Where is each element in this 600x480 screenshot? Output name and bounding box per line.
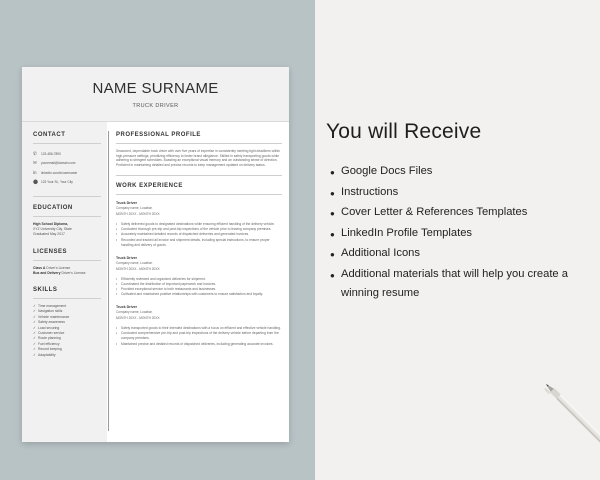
skill-text: Adaptability (38, 352, 56, 357)
job-bullet (116, 331, 282, 341)
job-dates: MONTH 20XX - MONTH 20XX (116, 316, 160, 321)
divider (33, 196, 101, 197)
contact-item (33, 178, 107, 188)
job-entry (116, 305, 282, 346)
receive-item-text: Instructions (341, 185, 399, 198)
contact-text: youremail@domain.com (41, 161, 76, 166)
receive-item (330, 265, 586, 304)
education-line: Graduated May 2017 (33, 232, 65, 237)
receive-item (330, 224, 586, 245)
check-icon: ✓ (33, 331, 36, 336)
bullet-text: Coordinated the distribution of important paperwork and invoices. (121, 281, 217, 286)
bullet-icon: • (116, 227, 118, 232)
divider (116, 194, 282, 195)
bullet-icon: • (116, 232, 118, 237)
check-icon: ✓ (33, 309, 36, 314)
skill-text: Fuel efficiency (38, 341, 60, 346)
phone-icon: ✆ (33, 150, 37, 156)
divider (33, 143, 101, 144)
mail-icon: ✉ (33, 160, 37, 166)
job-dates: MONTH 20XX - MONTH 20XX (116, 212, 160, 217)
resume-main-column (116, 132, 282, 347)
education-line: High School Diploma, (33, 222, 69, 226)
receive-item-text: Additional Icons (341, 247, 420, 259)
profile-heading: PROFESSIONAL PROFILE (116, 132, 201, 138)
profile-text: Seasoned, dependable truck driver with over five years of expertise in consistently meeting tight deadlines within high-pressure settings, prioritizing efficiency to foster brand allegiance. Skilled in safely transporting goods while adhering to stringent schedules. Boasting an exceptional visual memory and an outstanding sense of direction. Proficient in maintaining detailed and precise records to keep management updated on delivery status. (116, 149, 281, 167)
license-type: Bus and Delivery (33, 270, 61, 275)
license-type: Class A (33, 265, 46, 270)
bullet-icon: ● (330, 209, 335, 218)
bullet-text: Conducted comprehensive pre-trip and post-trip inspections of the delivery vehicle before departing from the company premises. (121, 331, 279, 341)
job-title: Truck Driver (116, 255, 137, 260)
bullet-text: Maintained precise and detailed records of dispatched deliveries, including generating accurate invoices. (121, 341, 274, 346)
job-company: Company name, Location (116, 206, 153, 211)
skill-text: Customer service (38, 331, 65, 336)
job-bullets (116, 277, 282, 298)
resume-header (22, 67, 289, 122)
divider (33, 298, 101, 299)
bullet-icon: ● (330, 188, 335, 198)
contact-item (33, 159, 107, 169)
skill-text: Time management (38, 304, 67, 309)
check-icon: ✓ (33, 314, 36, 319)
bullet-text: Conducted thorough pre-trip and post-trip inspections of the vehicle prior to leaving company premises. (121, 227, 272, 232)
bullet-icon: ● (330, 250, 335, 259)
job-title: Truck Driver (116, 201, 137, 206)
skill-text: Navigation skills (38, 309, 63, 314)
contact-item (33, 168, 107, 178)
contact-list (33, 149, 107, 187)
column-divider (108, 131, 109, 431)
contact-text: 123-456-7890 (41, 151, 61, 156)
receive-item-text: Google Docs Files (341, 165, 433, 177)
license-label: Driver's License (45, 265, 71, 270)
job-bullets (116, 222, 282, 248)
check-icon: ✓ (33, 336, 36, 341)
receive-item (330, 162, 586, 183)
job-list (116, 201, 282, 346)
bullet-text: Safely transported goods to their intended destinations with a focus on efficient and effective vehicle handling. (121, 325, 281, 330)
job-dates: MONTH 20XX - MONTH 20XX (116, 266, 160, 271)
receive-item-text: Additional materials that will help you create a winning resume (341, 267, 568, 299)
skills-heading: SKILLS (33, 287, 58, 294)
bullet-text: Recorded and tracked all invoice and shipment details, including special instructions, to ensure proper handling and delivery of goods. (121, 237, 270, 247)
bullet-icon: • (116, 292, 118, 297)
receive-item (330, 244, 586, 265)
skill-text: Route planning (38, 336, 61, 341)
bullet-icon: • (116, 276, 118, 281)
linkedin-icon: in (33, 170, 37, 176)
job-entry (116, 256, 282, 297)
check-icon: ✓ (33, 325, 36, 330)
job-bullet (116, 292, 282, 297)
resume-preview (22, 67, 289, 442)
bullet-text: Safely delivered goods to designated destinations while ensuring efficient handling of the delivery vehicle. (121, 221, 275, 226)
receive-item-text: Cover Letter & References Templates (341, 206, 528, 218)
bullet-icon: ● (330, 168, 335, 177)
check-icon: ✓ (33, 347, 36, 352)
divider (33, 260, 101, 261)
licenses-heading: LICENSES (33, 248, 68, 255)
divider (116, 175, 282, 176)
check-icon: ✓ (33, 320, 36, 325)
bullet-icon: ● (330, 270, 335, 280)
contact-text: 123 Your St., Your City (41, 180, 73, 185)
job-bullet (116, 238, 282, 248)
contact-text: linkedin.com/in/username (41, 170, 78, 175)
divider (33, 216, 101, 217)
check-icon: ✓ (33, 352, 36, 357)
bullet-text: Accurately maintained detailed records of dispatched deliveries and generated invoices. (121, 232, 250, 237)
bullet-text: Cultivated and maintained positive relationships with customers to ensure satisfaction and loyalty. (121, 292, 263, 297)
job-company: Company name, Location (116, 260, 153, 265)
divider (116, 143, 282, 144)
contact-item (33, 149, 107, 159)
bullet-icon: • (116, 237, 118, 242)
skill-list (33, 304, 107, 358)
bullet-icon: • (116, 221, 118, 226)
bullet-icon: • (116, 281, 118, 286)
bullet-icon: • (116, 341, 118, 346)
job-entry (116, 201, 282, 248)
resume-sidebar (22, 122, 107, 442)
skill-text: Record keeping (38, 347, 62, 352)
receive-item (330, 183, 586, 204)
skill-text: Vehicle maintenance (38, 314, 70, 319)
job-bullet (116, 342, 282, 347)
education-line: XYZ University City, State (33, 227, 72, 232)
bullet-icon: ● (330, 229, 335, 239)
resume-name: NAME SURNAME (92, 80, 219, 97)
receive-list (330, 162, 586, 304)
job-company: Company name, Location (116, 310, 153, 315)
education-list (33, 222, 107, 238)
resume-job-title: TRUCK DRIVER (132, 103, 179, 109)
bullet-icon: • (116, 325, 118, 330)
check-icon: ✓ (33, 341, 36, 346)
license-list (33, 266, 107, 276)
receive-heading: You will Receive (326, 120, 482, 143)
receive-item-text: LinkedIn Profile Templates (341, 226, 473, 239)
skill-item (33, 353, 107, 358)
license-label: Driver's License (60, 270, 86, 275)
bullet-icon: • (116, 286, 118, 291)
job-bullets (116, 326, 282, 347)
bullet-icon: • (116, 331, 118, 336)
education-heading: EDUCATION (33, 205, 73, 211)
location-icon: ⬤ (33, 179, 39, 185)
contact-heading: CONTACT (33, 132, 66, 138)
bullet-text: Provided exceptional service to both restaurants and businesses. (121, 286, 217, 291)
resume-body (22, 122, 289, 442)
check-icon: ✓ (33, 304, 36, 309)
receive-item (330, 203, 586, 224)
license-item (33, 271, 107, 276)
experience-heading: WORK EXPERIENCE (116, 183, 183, 190)
skill-text: Load securing (38, 325, 60, 330)
skill-text: Safety awareness (38, 320, 65, 325)
bullet-text: Efficiently reviewed and organized deliveries for shipment. (121, 276, 206, 281)
job-title: Truck Driver (116, 305, 137, 310)
